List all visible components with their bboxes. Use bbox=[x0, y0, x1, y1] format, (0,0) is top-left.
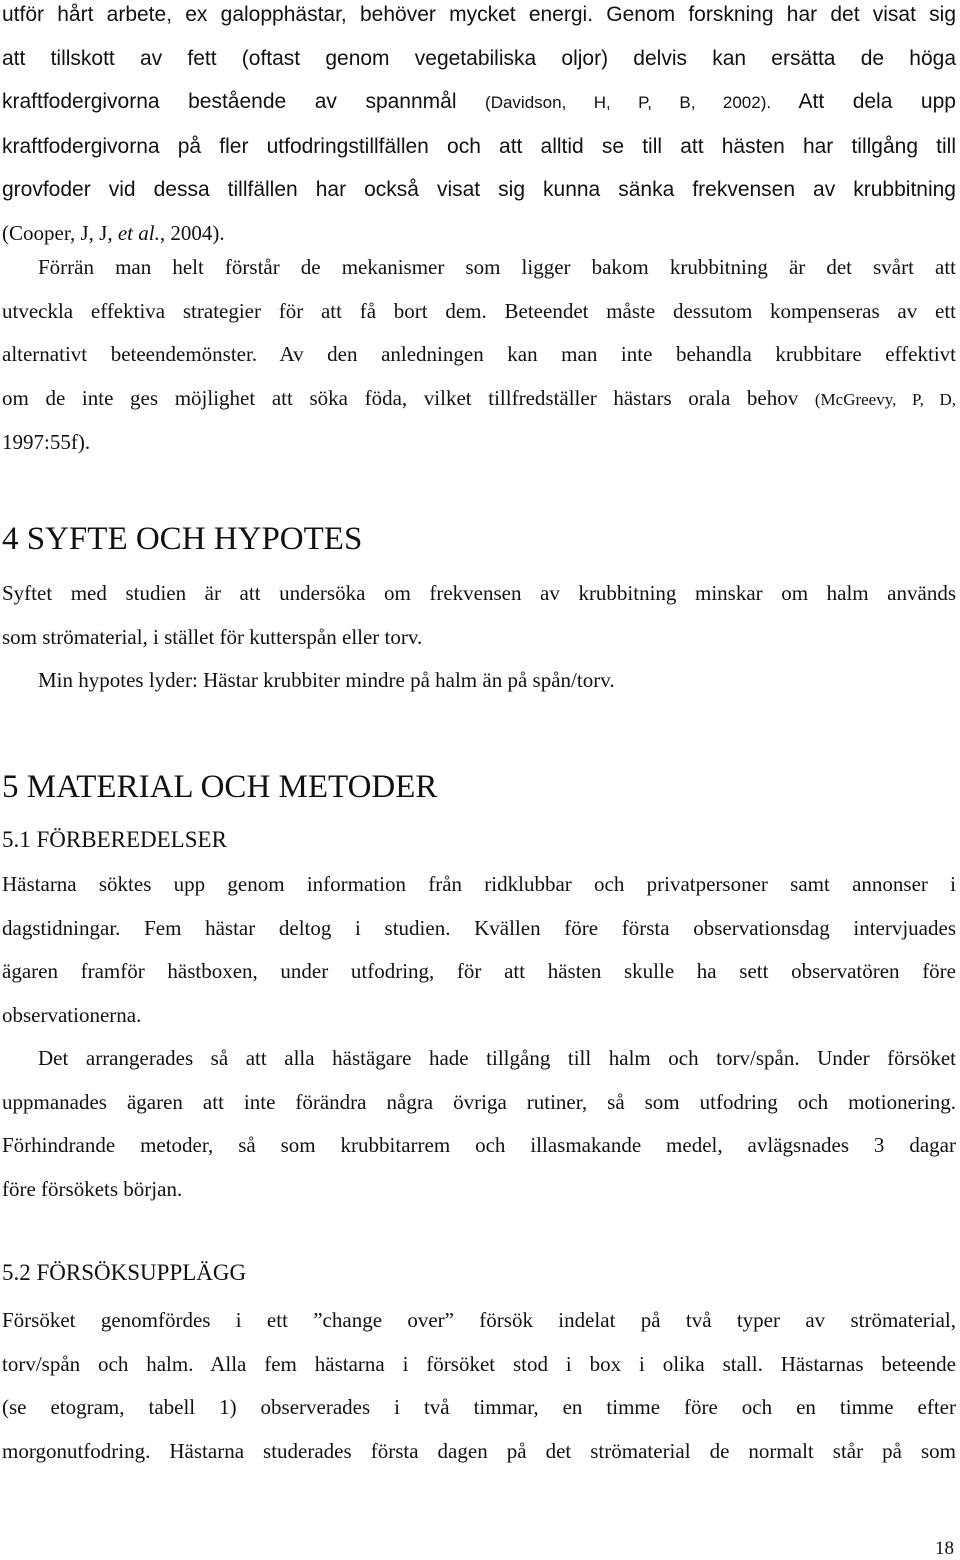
paragraph-intro bbox=[2, 0, 956, 256]
page-number: 18 bbox=[935, 1538, 954, 1559]
text-line: observationerna. bbox=[2, 1002, 142, 1027]
hypothesis-line: Min hypotes lyder: Hästar krubbiter mindre på halm än på spån/torv. bbox=[38, 668, 615, 693]
citation: (McGreevy, P, D, bbox=[814, 389, 956, 409]
paragraph-preparations-2 bbox=[2, 1037, 956, 1211]
text-line: grovfoder vid dessa tillfällen har också visat sig kunna sänka frekvensen av krubbitning bbox=[2, 178, 956, 202]
text-line: morgonutfodring. Hästarna studerades första dagen på det strömaterial de normalt står på som bbox=[2, 1438, 956, 1463]
text-line: att tillskott av fett (oftast genom vegetabiliska oljor) delvis kan ersätta de höga bbox=[2, 46, 956, 70]
text-line: utför hårt arbete, ex galopphästar, behöver mycket energi. Genom forskning har det visat sig bbox=[2, 3, 956, 26]
text-line: ägaren framför hästboxen, under utfodring, för att hästen skulle ha sett observatören före bbox=[2, 959, 956, 984]
heading-section-5-2: 5.2 FÖRSÖKSUPPLÄGG bbox=[2, 1260, 247, 1285]
paragraph-purpose bbox=[2, 572, 956, 703]
text-line: Hästarna söktes upp genom information från ridklubbar och privatpersoner samt annonser i bbox=[2, 872, 956, 896]
paragraph-preparations-1 bbox=[2, 863, 956, 1037]
text-line: Försöket genomfördes i ett ”change over” försök indelat på två typer av strömaterial, bbox=[2, 1308, 956, 1332]
text-line: om de inte ges möjlighet att söka föda, vilket tillfredställer hästars orala behov (McGreevy, P, D, bbox=[2, 385, 956, 410]
text-line: utveckla effektiva strategier för att få bort dem. Beteendet måste dessutom kompenseras av ett bbox=[2, 298, 956, 323]
paragraph-trial-design bbox=[2, 1299, 956, 1473]
paragraph-mechanisms bbox=[2, 246, 956, 465]
text-line: Det arrangerades så att alla hästägare hade tillgång till halm och torv/spån. Under försöket bbox=[38, 1046, 956, 1070]
text-line: alternativt beteendemönster. Av den anledningen kan man inte behandla krubbitare effektivt bbox=[2, 342, 956, 367]
text-line: Syftet med studien är att undersöka om frekvensen av krubbitning minskar om halm används bbox=[2, 581, 956, 605]
citation-line: 1997:55f). bbox=[2, 430, 91, 455]
text-line: kraftfodergivorna bestående av spannmål (Davidson, H, P, B, 2002). Att dela upp bbox=[2, 90, 956, 114]
heading-section-5: 5 MATERIAL OCH METODER bbox=[2, 769, 438, 805]
heading-section-5-1: 5.1 FÖRBEREDELSER bbox=[2, 827, 227, 852]
text-line: kraftfodergivorna på fler utfodringstillfällen och att alltid se till att hästen har tillgång till bbox=[2, 134, 956, 158]
text-line: Förrän man helt förstår de mekanismer som ligger bakom krubbitning är det svårt att bbox=[38, 255, 956, 279]
text-line: uppmanades ägaren att inte förändra några övriga rutiner, så som utfodring och motionering. bbox=[2, 1089, 956, 1114]
text-line: dagstidningar. Fem hästar deltog i studien. Kvällen före första observationsdag intervjuades bbox=[2, 915, 956, 940]
text-line: torv/spån och halm. Alla fem hästarna i försöket stod i box i olika stall. Hästarnas beteende bbox=[2, 1351, 956, 1376]
heading-section-4: 4 SYFTE OCH HYPOTES bbox=[2, 521, 363, 557]
text-line: före försökets början. bbox=[2, 1176, 183, 1201]
citation: (Davidson, H, P, B, 2002). bbox=[485, 93, 772, 113]
citation-line: (Cooper, J, J, et al., 2004). bbox=[2, 220, 225, 245]
text-line: Förhindrande metoder, så som krubbitarrem och illasmakande medel, avlägsnades 3 dagar bbox=[2, 1133, 956, 1158]
text-line: som strömaterial, i stället för kutterspån eller torv. bbox=[2, 624, 423, 649]
text-line: (se etogram, tabell 1) observerades i två timmar, en timme före och en timme efter bbox=[2, 1395, 956, 1420]
